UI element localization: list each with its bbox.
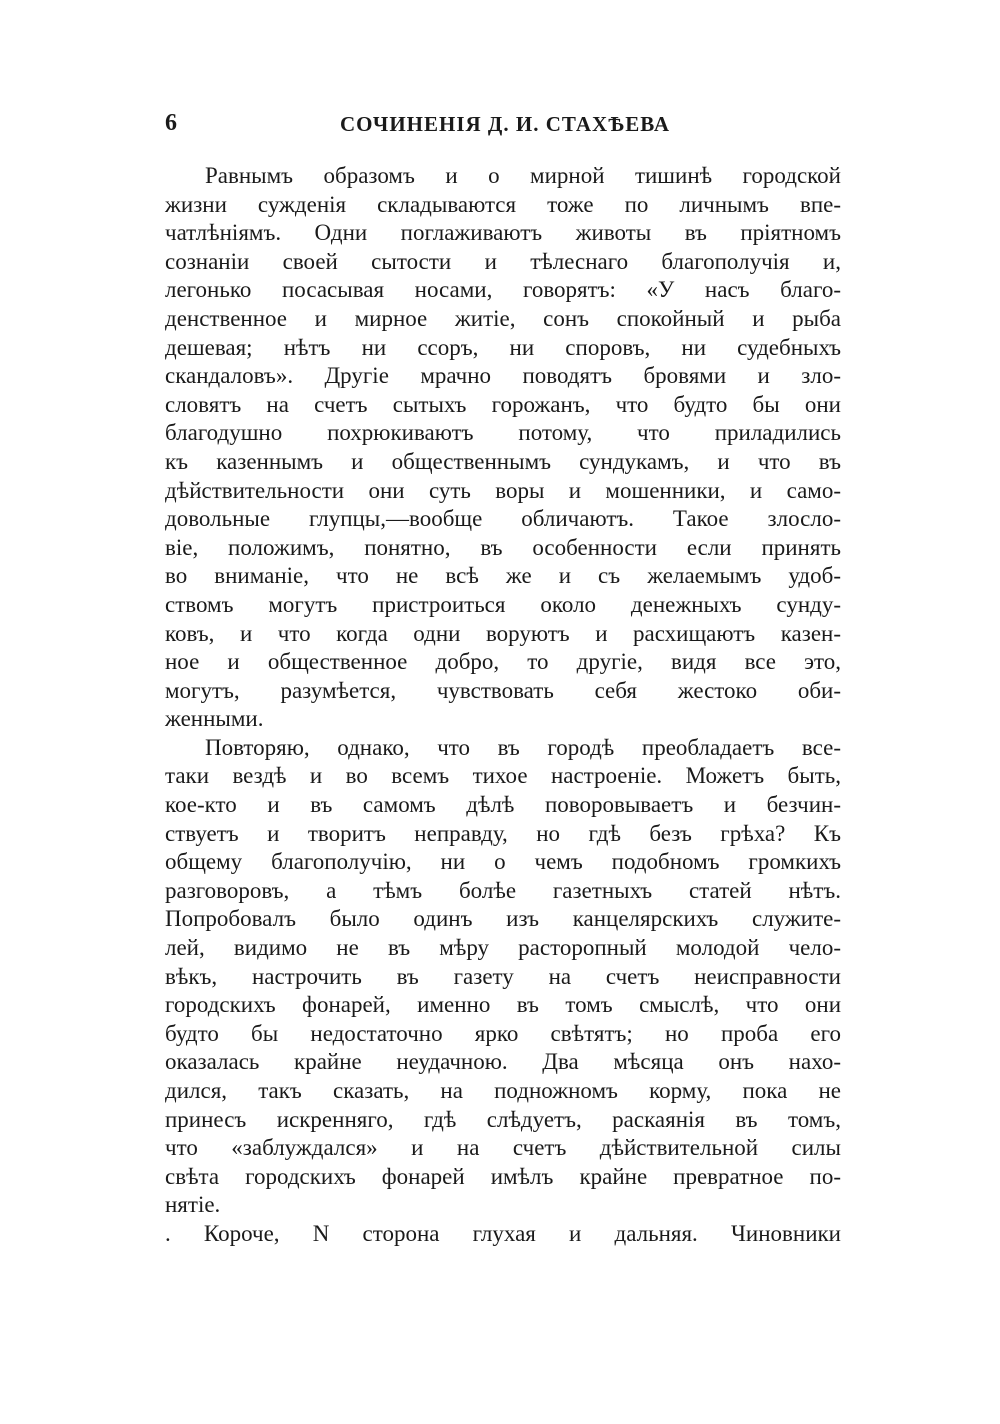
text-line: довольные глупцы,—вообще обличаютъ. Такое злосло- [165, 506, 841, 532]
text-line: кое-кто и въ самомъ дѣлѣ поворовываетъ и безчин- [165, 792, 841, 818]
text-line: Повторяю, однако, что въ городѣ преобладаетъ все- [205, 734, 841, 760]
running-head: СОЧИНЕНІЯ Д. И. СТАХѢЕВА [339, 112, 671, 136]
text-line: нятіе. [165, 1192, 221, 1218]
text-line: ковъ, и что когда одни воруютъ и расхищаютъ казен- [165, 620, 841, 646]
text-line: городскихъ фонарей, именно въ томъ смыслѣ, что они [165, 992, 841, 1018]
text-line: общему благополучію, ни о чемъ подобномъ громкихъ [165, 849, 841, 875]
text-line: чатлѣніямъ. Одни поглаживаютъ животы въ пріятномъ [165, 220, 841, 246]
text-line: скандаловъ». Другіе мрачно поводятъ бровями и зло- [165, 363, 841, 389]
text-line: къ казеннымъ и общественнымъ сундукамъ, и что въ [165, 448, 841, 474]
text-line: ствуетъ и творитъ неправду, но гдѣ безъ грѣха? Къ [165, 820, 841, 846]
text-line: ное и общественное добро, то другіе, видя все это, [165, 649, 841, 675]
text-line: будто бы недостаточно ярко свѣтятъ; но проба его [165, 1020, 841, 1046]
text-line: что «заблуждался» и на счетъ дѣйствительной силы [165, 1135, 841, 1161]
text-line: оказалась крайне неудачною. Два мѣсяца онъ нахо- [165, 1049, 841, 1075]
text-line: женными. [165, 706, 264, 732]
text-line: жизни сужденія складываются тоже по личнымъ впе- [165, 191, 841, 217]
text-line: . Короче, N сторона глухая и дальняя. Чиновники [165, 1220, 841, 1246]
text-line: лей, видимо не въ мѣру расторопный молодой чело- [165, 935, 841, 961]
text-line: дешевая; нѣтъ ни ссоръ, ни споровъ, ни судебныхъ [165, 334, 841, 360]
page-header [165, 110, 845, 142]
text-line: дѣйствительности они суть воры и мошенники, и само- [165, 477, 841, 503]
text-line: ствомъ могутъ пристроиться около денежныхъ сунду- [165, 591, 841, 617]
text-line: благодушно похрюкиваютъ потому, что приладились [165, 420, 841, 446]
text-line: вѣкъ, настрочить въ газету на счетъ неисправности [165, 963, 841, 989]
text-line: Попробовалъ было одинъ изъ канцелярскихъ служите- [165, 906, 841, 932]
text-line: принесъ искренняго, гдѣ слѣдуетъ, раскаянія въ томъ, [165, 1106, 841, 1132]
text-line: свѣта городскихъ фонарей имѣлъ крайне превратное по- [165, 1163, 841, 1189]
text-line: Равнымъ образомъ и о мирной тишинѣ городской [205, 163, 841, 188]
text-line: віе, положимъ, понятно, въ особенности если принять [165, 534, 841, 560]
text-line: сознаніи своей сытости и тѣлеснаго благополучія и, [165, 248, 841, 274]
text-line: разговоровъ, а тѣмъ болѣе газетныхъ статей нѣтъ. [165, 877, 841, 903]
text-line: дился, такъ сказать, на подножномъ корму, пока не [165, 1078, 841, 1103]
page-number: 6 [165, 110, 177, 136]
text-line: легонько посасывая носами, говорятъ: «У насъ благо- [165, 277, 841, 303]
text-line: могутъ, разумѣется, чувствовать себя жестоко оби- [165, 677, 841, 703]
text-line: во вниманіе, что не всѣ же и съ желаемымъ удоб- [165, 563, 841, 589]
text-line: словятъ на счетъ сытыхъ горожанъ, что будто бы они [165, 391, 841, 417]
text-line: денственное и мирное житіе, сонъ спокойный и рыба [165, 305, 841, 331]
body-text [165, 162, 841, 1249]
text-line: таки вездѣ и во всемъ тихое настроеніе. Можетъ быть, [165, 763, 841, 789]
